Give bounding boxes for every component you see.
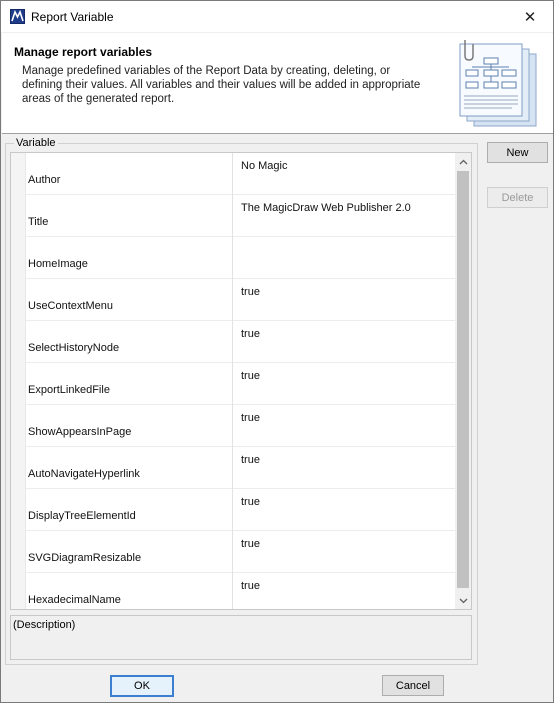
column-divider xyxy=(232,531,233,573)
delete-button[interactable]: Delete xyxy=(487,187,548,208)
table-row[interactable] xyxy=(11,153,455,195)
scroll-up-arrow-icon[interactable] xyxy=(455,153,471,170)
dialog-header xyxy=(2,33,553,134)
table-row[interactable] xyxy=(11,279,455,321)
variable-name: AutoNavigateHyperlink xyxy=(28,468,140,480)
description-text: (Description) xyxy=(13,619,76,631)
variable-value[interactable]: true xyxy=(241,286,260,298)
description-panel xyxy=(10,615,472,660)
variable-value[interactable]: true xyxy=(241,580,260,592)
variable-table[interactable] xyxy=(10,152,472,610)
scroll-down-arrow-icon[interactable] xyxy=(455,592,471,609)
variable-value[interactable]: true xyxy=(241,538,260,550)
table-row[interactable] xyxy=(11,195,455,237)
table-row[interactable] xyxy=(11,531,455,573)
close-icon[interactable]: ✕ xyxy=(523,8,537,26)
variable-value[interactable]: true xyxy=(241,370,260,382)
row-gutter xyxy=(11,573,26,610)
variable-name: Title xyxy=(28,216,49,228)
row-gutter xyxy=(11,531,26,573)
variable-name: ExportLinkedFile xyxy=(28,384,110,396)
header-title: Manage report variables xyxy=(14,45,153,59)
cancel-button[interactable]: Cancel xyxy=(382,675,444,696)
table-row[interactable] xyxy=(11,237,455,279)
variable-group-label: Variable xyxy=(16,137,56,149)
column-divider xyxy=(232,321,233,363)
table-row[interactable] xyxy=(11,405,455,447)
variable-name: HomeImage xyxy=(28,258,88,270)
variable-value[interactable]: true xyxy=(241,328,260,340)
variable-value[interactable]: The MagicDraw Web Publisher 2.0 xyxy=(241,202,411,214)
variable-name: SelectHistoryNode xyxy=(28,342,120,354)
table-row[interactable] xyxy=(11,573,455,610)
variable-name: SVGDiagramResizable xyxy=(28,552,142,564)
column-divider xyxy=(232,363,233,405)
row-gutter xyxy=(11,489,26,531)
title-bar[interactable] xyxy=(1,1,553,32)
variable-table-body xyxy=(11,153,455,610)
new-button[interactable]: New xyxy=(487,142,548,163)
scrollbar-thumb[interactable] xyxy=(457,171,469,588)
variable-name: DisplayTreeElementId xyxy=(28,510,136,522)
vertical-scrollbar[interactable] xyxy=(455,153,471,609)
column-divider xyxy=(232,279,233,321)
row-gutter xyxy=(11,363,26,405)
variable-name: ShowAppearsInPage xyxy=(28,426,132,438)
ok-button[interactable]: OK xyxy=(110,675,174,697)
variable-value[interactable]: true xyxy=(241,412,260,424)
row-gutter xyxy=(11,321,26,363)
column-divider xyxy=(232,195,233,237)
column-divider xyxy=(232,153,233,195)
variable-name: UseContextMenu xyxy=(28,300,113,312)
header-description: Manage predefined variables of the Report Data by creating, deleting, or defining their values. All variables and their values will be added in appropriate areas of the generated report. xyxy=(22,65,421,105)
column-divider xyxy=(232,447,233,489)
column-divider xyxy=(232,573,233,610)
table-row[interactable] xyxy=(11,363,455,405)
window-title: Report Variable xyxy=(31,10,114,24)
row-gutter xyxy=(11,447,26,489)
column-divider xyxy=(232,489,233,531)
table-row[interactable] xyxy=(11,447,455,489)
column-divider xyxy=(232,237,233,279)
table-row[interactable] xyxy=(11,321,455,363)
variable-value[interactable]: No Magic xyxy=(241,160,288,172)
variable-value[interactable]: true xyxy=(241,454,260,466)
variable-name: Author xyxy=(28,174,61,186)
row-gutter xyxy=(11,153,26,195)
row-gutter xyxy=(11,237,26,279)
report-document-illustration xyxy=(452,38,547,130)
row-gutter xyxy=(11,405,26,447)
variable-name: HexadecimalName xyxy=(28,594,121,606)
row-gutter xyxy=(11,279,26,321)
table-row[interactable] xyxy=(11,489,455,531)
row-gutter xyxy=(11,195,26,237)
variable-value[interactable]: true xyxy=(241,496,260,508)
column-divider xyxy=(232,405,233,447)
magicdraw-app-icon xyxy=(10,9,25,24)
